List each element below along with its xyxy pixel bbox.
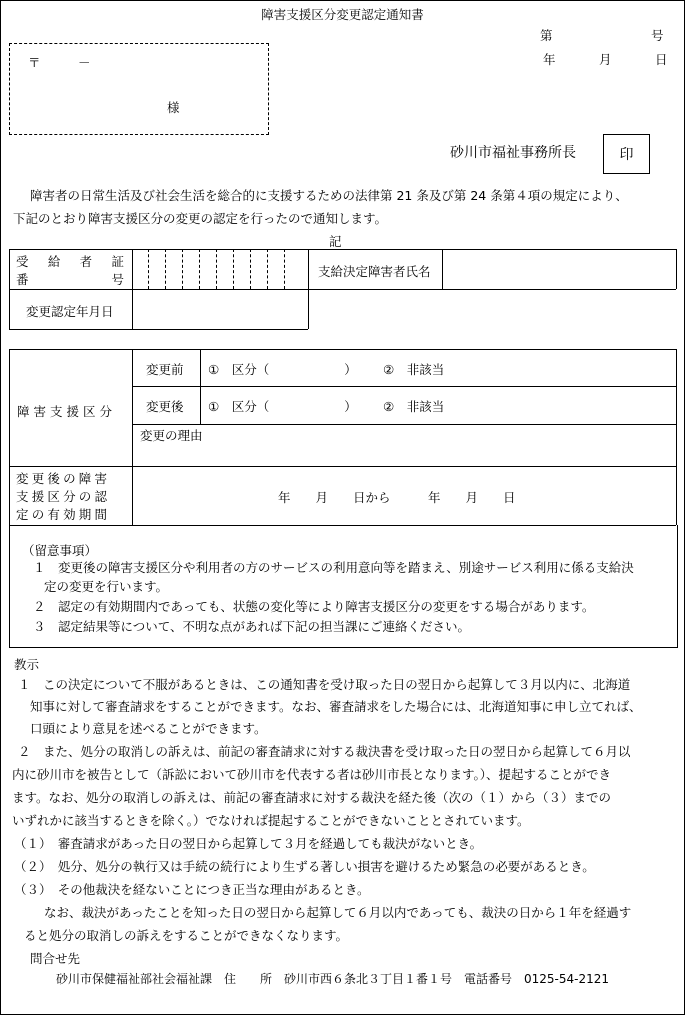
instruction-line: （２） 処分、処分の執行又は手続の続行により生ずる著しい損害を避けるため緊急の必要があるとき。 (14, 859, 595, 874)
digit-divider (284, 249, 285, 289)
t1-bottom-line (9, 329, 308, 330)
t2-left-line (9, 349, 10, 525)
ki-mark: 記 (329, 234, 342, 249)
date-month: 月 (599, 52, 612, 67)
t2-right-line (676, 349, 677, 525)
body-line-1: 障害者の日常生活及び社会生活を総合的に支援するための法律第 21 条及び第 24 条第４項の規定により、 (30, 188, 628, 203)
instruction-line: いずれかに該当するときを除く。）でなければ提起することができないこととされています。 (12, 813, 530, 828)
number-suffix: 号 (651, 28, 664, 43)
postal-dash: － (78, 55, 91, 70)
instruction-line: ます。なお、処分の取消しの訴えは、前記の審査請求に対する裁決を経た後（次の（１）から（３）までの (12, 790, 612, 805)
recipient-no-label-line2: 番 号 (16, 272, 124, 287)
t1-col-line-3 (442, 249, 443, 289)
before-label: 変更前 (146, 362, 184, 377)
t1-mid-line (9, 289, 676, 290)
digit-divider (250, 249, 251, 289)
honorific-sama: 様 (167, 100, 180, 115)
note-item-2: ２ 認定の有効期間内であっても、状態の変化等により障害支援区分の変更をする場合があります。 (33, 599, 595, 614)
digit-divider (267, 249, 268, 289)
note-item-3: ３ 認定結果等について、不明な点があれば下記の担当課にご連絡ください。 (33, 619, 471, 634)
digit-divider (233, 249, 234, 289)
date-day: 日 (655, 52, 668, 67)
t1-top-line (9, 249, 676, 250)
instruction-heading: 教示 (14, 657, 40, 672)
body-line-2: 下記のとおり障害支援区分の変更の認定を行ったので通知します。 (13, 211, 388, 226)
t2-row-line (9, 466, 676, 467)
number-prefix: 第 (540, 28, 553, 43)
after-option-1: ① 区分（ ） (208, 399, 357, 414)
instruction-line: （１） 審査請求があった日の翌日から起算して３月を経過しても裁決がないとき。 (14, 836, 483, 851)
t2-top-line (9, 349, 676, 350)
after-option-2: ② 非該当 (383, 399, 445, 414)
instruction-line: なお、裁決があったことを知った日の翌日から起算して６月以内であっても、裁決の日から１年を経過す (44, 905, 632, 920)
recipient-no-label-line1: 受 給 者 証 (16, 254, 124, 269)
instruction-line: １ この決定について不服があるときは、この通知書を受け取った日の翌日から起算して３月以内に、北海道 (18, 677, 631, 692)
instruction-line: ２ また、処分の取消しの訴えは、前記の審査請求に対する裁決書を受け取った日の翌日から起算して６月以 (18, 744, 631, 759)
change-date-label: 変更認定年月日 (26, 304, 114, 319)
t2-row-line (132, 424, 676, 425)
decided-name-label: 支給決定障害者氏名 (318, 264, 431, 279)
t2-col-line (132, 349, 133, 525)
note-item-1: １ 変更後の障害支援区分や利用者の方のサービスの利用意向等を踏まえ、別途サービス利用に係る支給決 (33, 560, 634, 575)
reason-label: 変更の理由 (140, 428, 203, 443)
address-box (9, 43, 269, 135)
before-option-1: ① 区分（ ） (208, 362, 357, 377)
document-title: 障害支援区分変更認定通知書 (261, 7, 424, 22)
t1-col-line (132, 249, 133, 329)
instruction-line: 口頭により意見を述べることができます。 (30, 721, 267, 736)
note-item-1-cont: 定の変更を行います。 (44, 579, 169, 594)
instruction-line: ると処分の取消しの訴えをすることができなくなります。 (24, 928, 349, 943)
instruction-line: （３） その他裁決を経ないことにつき正当な理由があるとき。 (14, 882, 370, 897)
contact-heading: 問合せ先 (30, 951, 81, 966)
instruction-line: 知事に対して審査請求をすることができます。なお、審査請求をした場合には、北海道知事に申し立てれば、 (30, 699, 642, 714)
t1-right-line (676, 249, 677, 289)
notes-heading: （留意事項） (22, 543, 98, 558)
date-year: 年 (543, 52, 556, 67)
seal-box: 印 (603, 134, 650, 174)
category-label: 障害支援区分 (17, 404, 117, 419)
issuer-name: 砂川市福祉事務所長 (450, 145, 576, 161)
validity-label-line3: 定の有効期間 (16, 507, 111, 522)
t1-col-line-2 (308, 249, 309, 329)
validity-value: 年 月 日から 年 月 日 (278, 490, 516, 505)
digit-divider (165, 249, 166, 289)
t2-row-line (132, 386, 676, 387)
postal-mark: 〒 (28, 55, 41, 70)
contact-detail: 砂川市保健福祉部社会福祉課 住 所 砂川市西６条北３丁目１番１号 電話番号 0125-54-2121 (56, 972, 610, 986)
digit-divider (216, 249, 217, 289)
digit-divider (148, 249, 149, 289)
instruction-line: 内に砂川市を被告として（訴訟において砂川市を代表する者は砂川市長となります。）、提起することができ (12, 767, 612, 782)
t1-left-line (9, 249, 10, 329)
digit-divider (199, 249, 200, 289)
t2-col-line-2 (200, 349, 201, 424)
digit-divider (182, 249, 183, 289)
validity-label-line1: 変更後の障害 (16, 471, 111, 486)
after-label: 変更後 (146, 399, 184, 414)
before-option-2: ② 非該当 (383, 362, 445, 377)
validity-label-line2: 支援区分の認 (16, 489, 111, 504)
